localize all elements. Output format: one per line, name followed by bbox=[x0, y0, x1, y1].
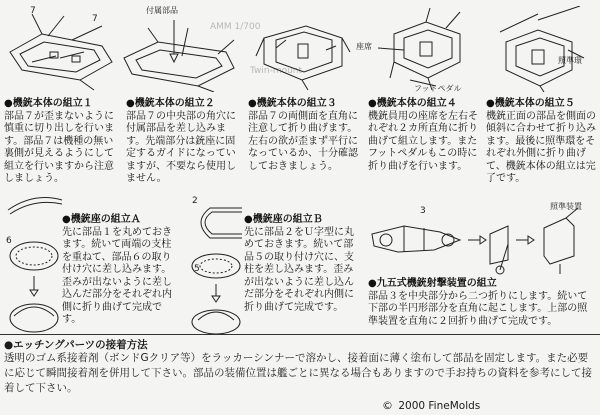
part-number-label: 3 bbox=[420, 206, 426, 216]
part-number-label: 7 bbox=[92, 14, 98, 24]
part-number-label: 6 bbox=[6, 236, 12, 246]
step-title: ● 機銃本体の組立５ bbox=[486, 98, 598, 111]
note-body: 透明のゴム系接着剤（ボンドGクリア等）をラッカーシンナーで溶かし、接着面に薄く塗布して部品を固定します。また必要に応じて瞬間接着剤を併用して下さい。部品の装備位置は艦ごとに異なる場合もありますので手お持ちの資料を参考にして接着して下さい。 bbox=[4, 352, 592, 394]
step-body: 先に部品２をＵ字型に丸めておきます。続いて部品５の取り付け穴に、支柱を差し込みます。歪みが出ないように差し込んだ部分をそれぞれ内側に折り曲げて完成です。 bbox=[244, 226, 354, 313]
copyright-symbol: © bbox=[382, 399, 393, 412]
bleed-through-text: AMM 1/700 bbox=[210, 22, 261, 32]
part-number-label: 2 bbox=[192, 196, 198, 206]
label-attach-part: 付属部品 bbox=[146, 6, 178, 15]
step-mount-b bbox=[244, 214, 356, 314]
part7-flat-illustration bbox=[2, 4, 120, 92]
step-title: ● 九五式機銃射撃装置の組立 bbox=[368, 278, 596, 291]
copyright-text: 2000 FineMolds bbox=[398, 400, 481, 412]
step-fire-control bbox=[368, 278, 596, 328]
step-body: 機銃正面の部品を側面の傾斜に合わせて折り込みます。最後に照準環をそれぞれ外側に折り曲げて、機銃本体の組立は完了です。 bbox=[486, 110, 596, 184]
step-title: ● 機銃本体の組立１ bbox=[4, 98, 120, 111]
step-body: 機銃員用の座席を左右それぞれ２カ所直角に折り曲げて組立します。またフットペダルもこの時に折り曲げを行います。 bbox=[368, 110, 478, 172]
step-5-gun-body bbox=[486, 98, 598, 186]
part-number-label: 7 bbox=[30, 6, 36, 16]
step-2-gun-body bbox=[126, 98, 244, 186]
copyright bbox=[382, 399, 480, 412]
note-title: ● エッチングパーツの接着方法 bbox=[4, 337, 148, 352]
bleed-through-text: Twin-mount bbox=[250, 66, 303, 76]
step-3-gun-body bbox=[248, 98, 364, 173]
step-body: 部品７の中央部の角穴に付属部品を差し込みます。先端部分は銃座に固定するガイドになっていますが、不要なら使用しません。 bbox=[126, 110, 236, 184]
label-foot-pedal: フットペダル bbox=[414, 84, 462, 93]
step-title: ● 機銃本体の組立４ bbox=[368, 98, 482, 111]
label-sight-device: 照準装置 bbox=[550, 202, 582, 211]
fire-control-illustration bbox=[364, 204, 596, 276]
step-body: 部品７の両側面を直角に注意して折り曲げます。左右の欲が歪まず平行になっているか、十分確認しておきましょう。 bbox=[248, 110, 358, 172]
mount-a-illustration bbox=[4, 190, 64, 340]
part7-fold-illustration bbox=[246, 8, 356, 92]
label-seat: 座席 bbox=[356, 42, 372, 51]
step-title: ● 機銃座の組立Ｂ bbox=[244, 214, 356, 227]
step-body: 部品７が歪まないように慎重に切り出しを行います。部品７は機種の無い裏側が見えるようにして組立を行いますから注意しましょう。 bbox=[4, 110, 114, 184]
part7-attach-illustration bbox=[118, 8, 240, 92]
label-sight-ring: 照準環 bbox=[558, 56, 582, 65]
step-body: 先に部品１を丸めておきます。続いて両端の支柱を重ねて、部品６の取り付け穴に差し込みます。歪みが出ないように差し込んだ部分をそれぞれ内側に折り曲げて完成です。 bbox=[62, 226, 172, 325]
step-body: 部品３を中央部分から二つ折りにします。続いて下部の半円形部分を直角に起こします。上部の照準装置を直角に２回折り曲げて完成です。 bbox=[368, 290, 588, 327]
step-title: ● 機銃本体の組立２ bbox=[126, 98, 244, 111]
step-title: ● 機銃本体の組立３ bbox=[248, 98, 364, 111]
part-number-label: 5 bbox=[194, 264, 200, 274]
step-4-gun-body bbox=[368, 98, 482, 173]
gun-body-complete-illustration bbox=[480, 6, 590, 92]
section-divider bbox=[0, 334, 600, 335]
step-title: ● 機銃座の組立Ａ bbox=[62, 214, 180, 227]
step-mount-a bbox=[62, 214, 180, 327]
step-1-gun-body bbox=[4, 98, 120, 186]
